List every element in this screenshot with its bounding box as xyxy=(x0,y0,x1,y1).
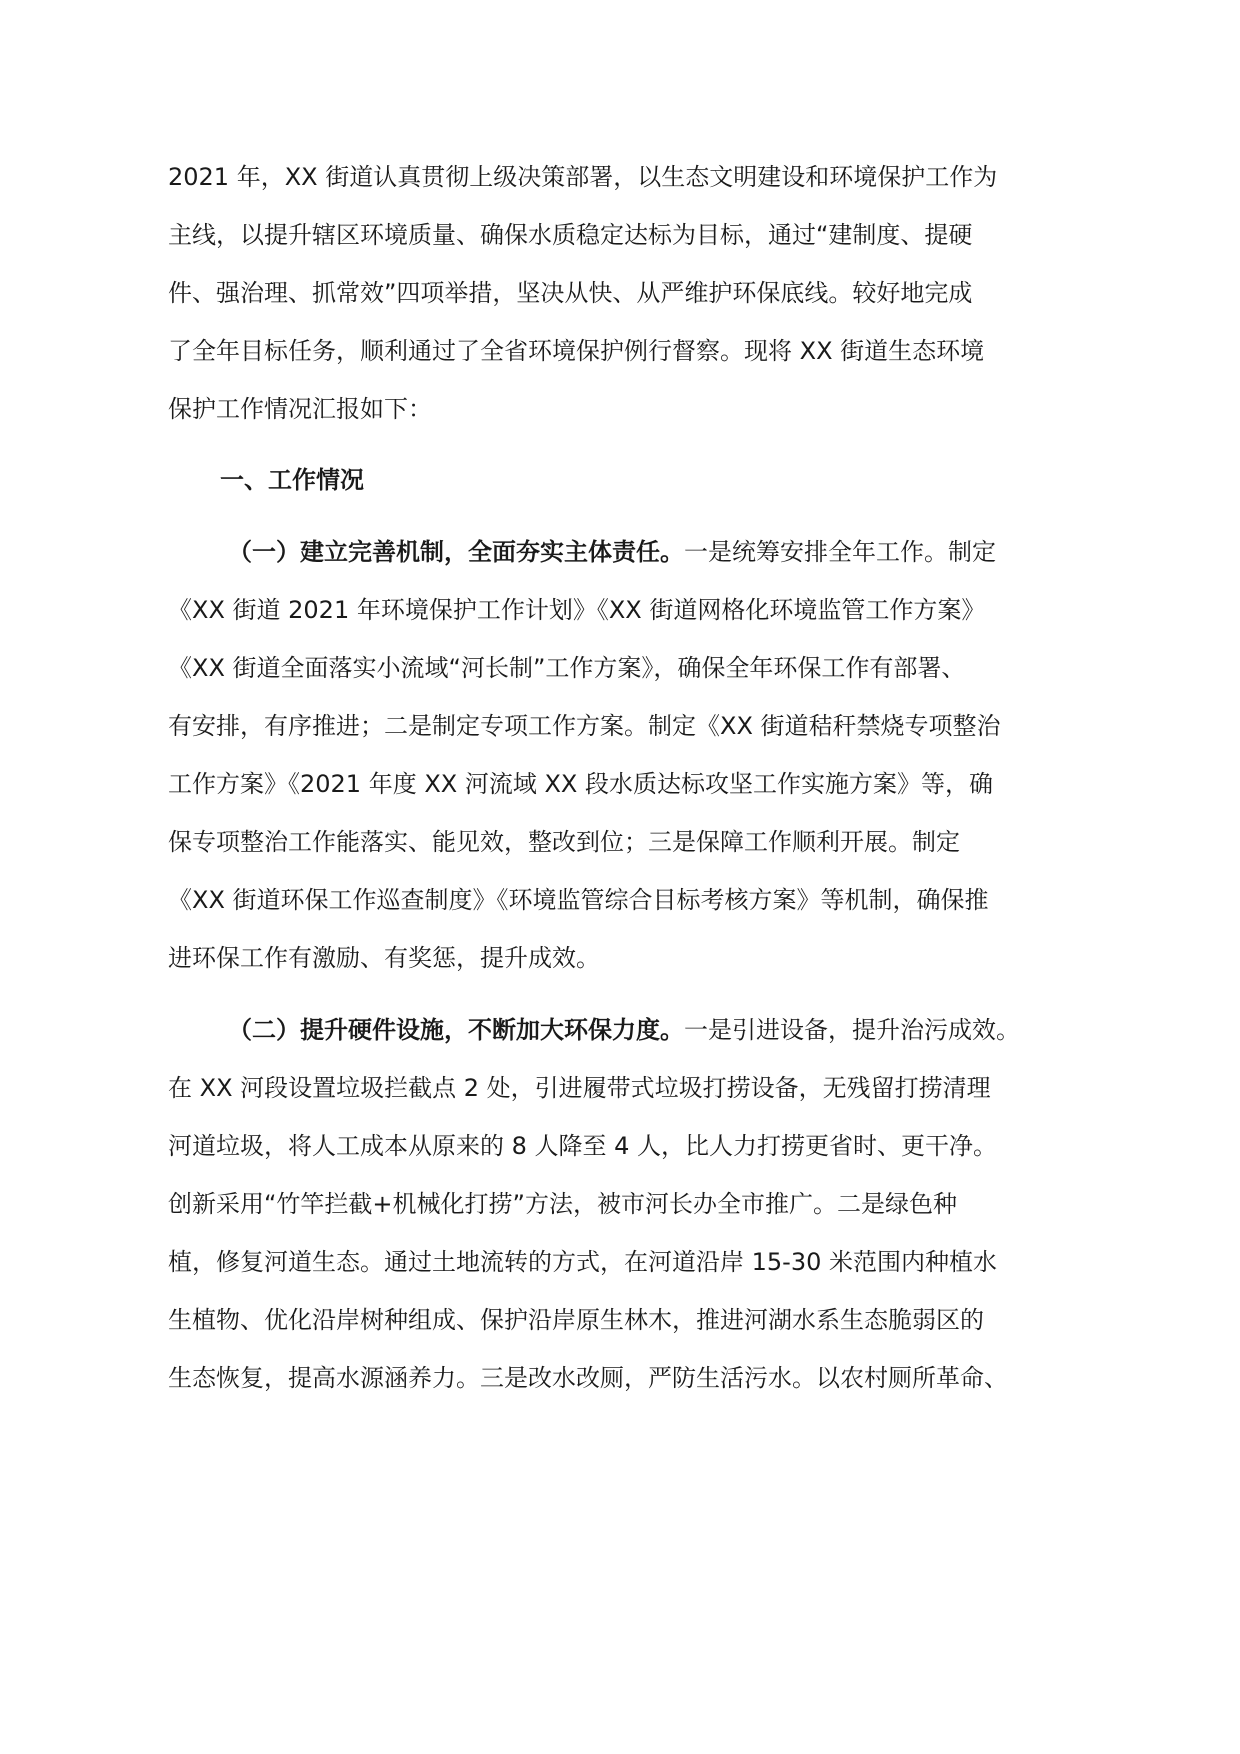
intro-line-2: 主线，以提升辖区环境质量、确保水质稳定达标为目标，通过“建制度、提硬 xyxy=(168,221,973,249)
subsection-1-title: （一）建立完善机制，全面夯实主体责任。 xyxy=(228,538,684,566)
subsection-1-line: 进环保工作有激励、有奖惩，提升成效。 xyxy=(168,944,600,972)
subsection-2-first-line-text: 一是引进设备，提升治污成效。 xyxy=(684,1016,1020,1044)
subsection-1-line: 有安排，有序推进；二是制定专项工作方案。制定《XX 街道秸秆禁烧专项整治 xyxy=(168,712,1001,740)
subsection-2-line: 生植物、优化沿岸树种组成、保护沿岸原生林木，推进河湖水系生态脆弱区的 xyxy=(168,1306,984,1334)
subsection-1-line: 《XX 街道 2021 年环境保护工作计划》《XX 街道网格化环境监管工作方案》 xyxy=(168,596,986,624)
subsection-1-first-line xyxy=(228,535,996,569)
subsection-1-line: 《XX 街道环保工作巡查制度》《环境监管综合目标考核方案》等机制，确保推 xyxy=(168,886,989,914)
intro-line-3: 件、强治理、抓常效”四项举措，坚决从快、从严维护环保底线。较好地完成 xyxy=(168,279,973,307)
subsection-2-title: （二）提升硬件设施，不断加大环保力度。 xyxy=(228,1016,684,1044)
intro-line-1: 2021 年，XX 街道认真贯彻上级决策部署，以生态文明建设和环境保护工作为 xyxy=(168,163,998,191)
subsection-1-line: 工作方案》《2021 年度 XX 河流域 XX 段水质达标攻坚工作实施方案》等，确 xyxy=(168,770,993,798)
intro-line-4: 了全年目标任务，顺利通过了全省环境保护例行督察。现将 XX 街道生态环境 xyxy=(168,337,985,365)
subsection-2-line: 植，修复河道生态。通过土地流转的方式，在河道沿岸 15-30 米范围内种植水 xyxy=(168,1248,997,1276)
subsection-2-first-line xyxy=(228,1013,1020,1047)
subsection-1-first-line-text: 一是统筹安排全年工作。制定 xyxy=(684,538,996,566)
subsection-2-line: 生态恢复，提高水源涵养力。三是改水改厕，严防生活污水。以农村厕所革命、 xyxy=(168,1364,1008,1392)
intro-line-5: 保护工作情况汇报如下： xyxy=(168,395,432,423)
subsection-1-line: 保专项整治工作能落实、能见效，整改到位；三是保障工作顺利开展。制定 xyxy=(168,828,960,856)
section-heading: 一、工作情况 xyxy=(220,466,364,494)
subsection-2-line: 创新采用“竹竿拦截+机械化打捞”方法，被市河长办全市推广。二是绿色种 xyxy=(168,1190,957,1218)
subsection-2-line: 河道垃圾，将人工成本从原来的 8 人降至 4 人，比人力打捞更省时、更干净。 xyxy=(168,1132,998,1160)
subsection-2-line: 在 XX 河段设置垃圾拦截点 2 处，引进履带式垃圾打捞设备，无残留打捞清理 xyxy=(168,1074,991,1102)
subsection-1-line: 《XX 街道全面落实小流域“河长制”工作方案》，确保全年环保工作有部署、 xyxy=(168,654,966,682)
